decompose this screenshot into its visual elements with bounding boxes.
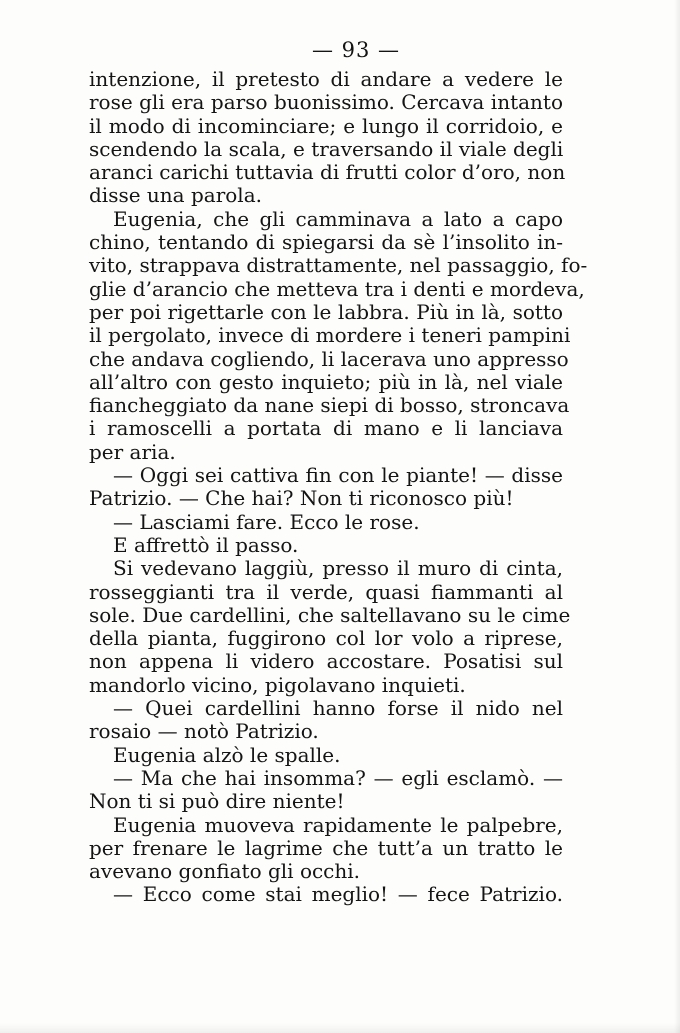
paragraph-start: Eugenia alzò le spalle. (113, 742, 341, 767)
text-line: aranci carichi tuttavia di frutti color d’oro, non (89, 160, 566, 185)
dialogue-line: — Ma che hai insomma? — egli esclamò. — (113, 765, 563, 790)
text-line: sole. Due cardellini, che saltellavano su le cime (89, 602, 571, 627)
text-line: Patrizio. — Che hai? Non ti riconosco più! (89, 486, 514, 511)
text-line: i ramoscelli a portata di mano e li lanciava (89, 416, 563, 441)
text-line: il pergolato, invece di mordere i teneri pampini (89, 323, 571, 348)
text-line: non appena li videro accostare. Posatisi sul (89, 649, 563, 674)
dialogue-line: — Oggi sei cattiva fin con le piante! — disse (113, 463, 563, 488)
text-line: fiancheggiato da nane siepi di bosso, stroncava (89, 393, 570, 418)
scan-edge-shadow (674, 0, 680, 1033)
text-line: scendendo la scala, e traversando il viale degli (89, 136, 564, 161)
text-line: mandorlo vicino, pigolavano inquieti. (89, 672, 466, 697)
dialogue-line: — Ecco come stai meglio! — fece Patrizio. (113, 882, 563, 907)
paragraph-start: Eugenia muoveva rapidamente le palpebre, (113, 812, 563, 837)
text-line: glie d’arancio che metteva tra i denti e mordeva, (89, 276, 585, 301)
paragraph-start: E affrettò il passo. (113, 532, 299, 557)
text-line: all’altro con gesto inquieto; più in là, nel viale (89, 369, 563, 394)
body-text (89, 67, 588, 907)
dialogue-line: — Quei cardellini hanno forse il nido nel (113, 696, 563, 721)
text-line: il modo di incominciare; e lungo il corridoio, e (89, 113, 563, 138)
text-line: per frenare le lagrime che tutt’a un tratto le (89, 835, 563, 860)
text-line: rosaio — notò Patrizio. (89, 719, 319, 744)
text-line: per aria. (89, 439, 176, 464)
text-line: avevano gonfiato gli occhi. (89, 859, 361, 884)
text-line: chino, tentando di spiegarsi da sè l’insolito in- (89, 230, 563, 255)
page-number: — 93 — (311, 38, 401, 62)
dialogue-line: — Lasciami fare. Ecco le rose. (113, 509, 420, 534)
text-line: che andava cogliendo, li lacerava uno appresso (89, 346, 569, 371)
paragraph-start: Si vedevano laggiù, presso il muro di cinta, (113, 556, 563, 581)
text-line: vito, strappava distrattamente, nel passaggio, fo- (89, 253, 588, 278)
text-line: intenzione, il pretesto di andare a vedere le (89, 67, 563, 91)
paragraph-start: Eugenia, che gli camminava a lato a capo (113, 206, 563, 231)
scan-bottom-shadow (0, 1023, 680, 1033)
text-line: per poi rigettarle con le labbra. Più in là, sotto (89, 299, 563, 324)
text-line: della pianta, fuggirono col lor volo a riprese, (89, 626, 563, 651)
text-line: rosseggianti tra il verde, quasi fiammanti al (89, 579, 563, 604)
text-line: rose gli era parso buonissimo. Cercava intanto (89, 90, 563, 115)
text-line: Non ti si può dire niente! (89, 789, 345, 814)
text-line: disse una parola. (89, 183, 262, 208)
